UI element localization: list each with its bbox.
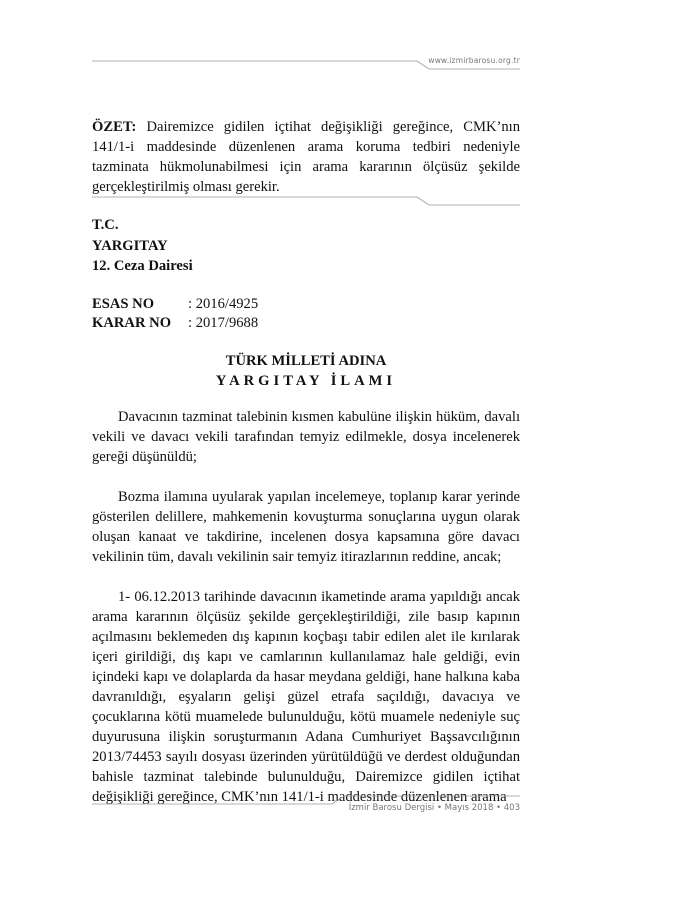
decree-line-1: TÜRK MİLLETİ ADINA — [225, 353, 387, 369]
case-numbers — [92, 295, 258, 333]
karar-value: : 2017/9688 — [188, 315, 259, 331]
summary-text: Dairemizce gidilen içtihat değişikliği gereğince, CMK’nın 141/1-i maddesinde düzenlenen arama koruma tedbiri nedeniyle tazminata hükmolunabilmesi için arama kararının ölçüsüz şekilde gerçekleştirilmiş olması gerekir. — [92, 119, 520, 195]
esas-label: ESAS NO — [92, 296, 155, 312]
karar-label: KARAR NO — [92, 315, 172, 331]
esas-value: : 2016/4925 — [188, 296, 259, 312]
paragraph-2: Bozma ilamına uyularak yapılan incelemeye, toplanıp karar yerinde gösterilen delillere, mahkemenin kovuşturma sonuçlarına uygun olarak oluşan kanaat ve takdirine, incelenen dosya kapsamına göre davacı vekilinin tüm, davalı vekilinin sair temyiz itirazlarının reddine, ancak; — [92, 489, 520, 565]
court-block — [92, 215, 193, 277]
decree-line-2: YARGITAY İLAMI — [215, 373, 397, 389]
court-name: YARGITAY — [92, 237, 168, 254]
karar-row — [92, 314, 258, 333]
summary-label: ÖZET: — [92, 119, 137, 135]
body-text — [92, 407, 520, 807]
summary-divider — [92, 194, 520, 208]
summary — [92, 117, 520, 197]
decree-title — [92, 351, 520, 391]
paragraph-1: Davacının tazminat talebinin kısmen kabulüne ilişkin hüküm, davalı vekili ve davacı vekili tarafından temyiz edilmekle, dosya incelenerek gereği düşünüldü; — [92, 409, 520, 465]
header-divider — [92, 59, 520, 73]
paragraph-3: 1- 06.12.2013 tarihinde davacının ikametinde arama yapıldığı ancak arama kararının ölçüsüz şekilde gerçekleştirildiği, zile basıp kapının açılmasını beklemeden dış kapının koçbaşı tabir edilen alet ile kırılarak içeri girildiği, dış kapı ve camlarının kullanılamaz hale geldiği, evin içindeki kapı ve dolaplarda da hasar meydana geldiği, hane halkına kaba davranıldığı, eşyaların gelişi güzel etrafa saçıldığı, davacıya ve çocuklarına kötü muamelede bulunulduğu, kötü muamele nedeniyle suç duyurusuna ilişkin soruşturmanın Adana Cumhuriyet Başsavcılığının 2013/74453 sayılı dosyası üzerinden yürütüldüğü ve derdest olduğundan bahisle tazminat talebinde bulunulduğu, Dairemizce gidilen içtihat değişikliği gereğince, CMK’nın 141/1-i maddesinde düzenlenen arama — [92, 589, 520, 805]
court-chamber: 12. Ceza Dairesi — [92, 258, 193, 274]
court-country: T.C. — [92, 217, 119, 233]
footer-text: İzmir Barosu Dergisi • Mayıs 2018 • 403 — [348, 803, 520, 813]
header-url: www.izmirbarosu.org.tr — [428, 56, 520, 65]
esas-row — [92, 295, 258, 314]
